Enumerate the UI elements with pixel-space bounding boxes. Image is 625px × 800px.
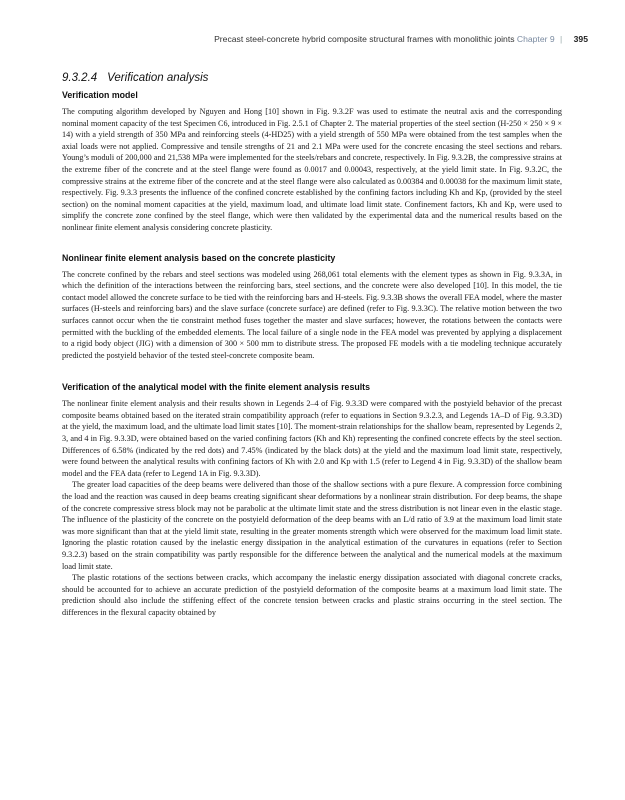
running-head-separator: |: [560, 34, 563, 44]
paragraph: The computing algorithm developed by Nguyen and Hong [10] shown in Fig. 9.3.2F was used to estimate the neutral axis and the corresponding nominal moment capacity of the test Specimen C6, introduced in Fig. 2.5.1 of Chapter 2. The material properties of the steel section (H-250 × 250 × 9 × 14) with a yield strength of 350 MPa and reinforcing steels (4-HD25) with a yield strength of 550 MPa were obtained from the test samples when the axial loads were not applied. Compressive and tensile strengths of 21 and 2.1 MPa were used for the concrete encasing the steel sections and rebars. Young’s moduli of 200,000 and 21,538 MPa were implemented for the steels/rebars and concrete, respectively. In Fig. 9.3.2B, the compressive strains at the extreme fiber of the concrete and at the steel flange were found as 0.0017 and 0.00043, respectively, at the yield limit state. In Fig. 9.3.2C, the compressive strains at the extreme fiber of the concrete and at the steel flange were also calculated as 0.00384 and 0.00038 for the maximum limit state, respectively. Fig. 9.3.3 presents the influence of the confined concrete established by the confining factors including Kh and Kp, (provided by the steel section) on the nominal moment capacities at the yield, maximum load, and ultimate load limit state. Confinement factors, Kh and Kp, were used to simplify the concrete zone confined by the steel flange, which were then validated by the experimental data and the numerical results based on the nonlinear finite element analysis considering concrete plasticity.: [62, 107, 562, 232]
chapter-label: Chapter: [516, 34, 548, 44]
paragraph: The nonlinear finite element analysis and their results shown in Legends 2–4 of Fig. 9.3.3D were compared with the postyield behavior of the precast composite beams obtained based on the iterated strain compatibility approach (refer to equations in Section 9.3.2.3, and Legends 1A–D of Fig. 9.3.3D) at the yield, the maximum load, and the ultimate load limit states [10]. The moment-strain relationships for the shallow beam, represented by Legends 2, 3, and 4 in Fig. 9.3.3D, were obtained based on the varied confining factors (Kh and Kh) representing the confined concrete effects by the steel section. Differences of 6.58% (indicated by the red dots) and 7.45% (indicated by the black dots) at the yield and the maximum load limit state, respectively, were found between the analytical results with confining factors of Kh with 2.0 and Kp with 1.5 (refer to Legend 4 in Fig. 9.3.3D) of the shallow beam model and the FEA data (refer to Legend 1A in Fig. 9.3.3D).: [62, 399, 562, 478]
running-head: [214, 34, 588, 44]
subsection-heading: Verification model: [62, 90, 138, 100]
running-head-title: Precast steel-concrete hybrid composite structural frames with monolithic joints: [214, 34, 515, 44]
paragraph: The greater load capacities of the deep beams were delivered than those of the shallow sections with a pure flexure. A compression force combining the load and the reaction was caused in deep beams creating significant shear deformations by a nonlinear strain distribution. For deep beams, the shape of the concrete compressive stress block may not be parabolic at the ultimate limit state and the stress distribution is not linear even in the elastic stage. The influence of the plasticity of the concrete on the postyield deformation of the deep beams with an L/d ratio of 3.9 at the maximum load limit state was more significant than that at the yield limit state, resulting in the greater moments strength which were observed for the maximum load limit state. Ignoring the plastic rotation caused by the inelastic energy dissipation in the analytical estimation of the curvatures in equations (refer to Section 9.3.2.3) based on the strain compatibility was partly responsible for the difference between the analytical and the numerical models at the maximum load limit state.: [62, 480, 562, 571]
paragraph: The plastic rotations of the sections between cracks, which accompany the inelastic energy dissipation associated with diagonal concrete cracks, should be accounted for to achieve an accurate prediction of the postyield deformation of the composite beams at a maximum load limit state. The prediction should also include the stiffening effect of the concrete tension between cracks and plastic strains occurring in the steel section. The differences in the flexural capacity obtained by: [62, 573, 562, 617]
subsection-heading: Verification of the analytical model with the finite element analysis results: [62, 382, 370, 393]
paragraph: The concrete confined by the rebars and steel sections was modeled using 268,061 total elements with the element types as shown in Fig. 9.3.3A, in which the definition of the interactions between the reinforcing bars, steel sections, and the concrete were also developed [10]. In this model, the tie contact model allowed the concrete surface to be tied with the reinforcing bars and H-steels. Fig. 9.3.3B shows the overall FEA model, where the master surfaces (H-steels and reinforcing bars) and the slave surface (concrete surface) are defined (refer to Fig. 9.3.3C). The relative motion between the two surfaces cannot occur when the tie constraint method fuses together the master and slave surfaces; however, the rotations between the contacts were permitted with the buckling of the embedded elements. The local failure of a single node in the FEA model was prevented by applying a displacement to a rigid body object (JIG) with a dimension of 300 × 500 mm to distribute stress. The proposed FE models with a tie modeling technique accurately predicted the postyield behavior of the tested steel-concrete composite beam.: [62, 269, 562, 360]
page-number: 395: [573, 34, 588, 44]
section-title-text: Verification analysis: [107, 72, 209, 84]
section-number: 9.3.2.4: [62, 72, 98, 84]
section-title: [62, 70, 562, 86]
main-content: [62, 70, 562, 619]
subsection-heading: Nonlinear finite element analysis based on the concrete plasticity: [62, 252, 336, 263]
chapter-number: 9: [549, 34, 555, 44]
